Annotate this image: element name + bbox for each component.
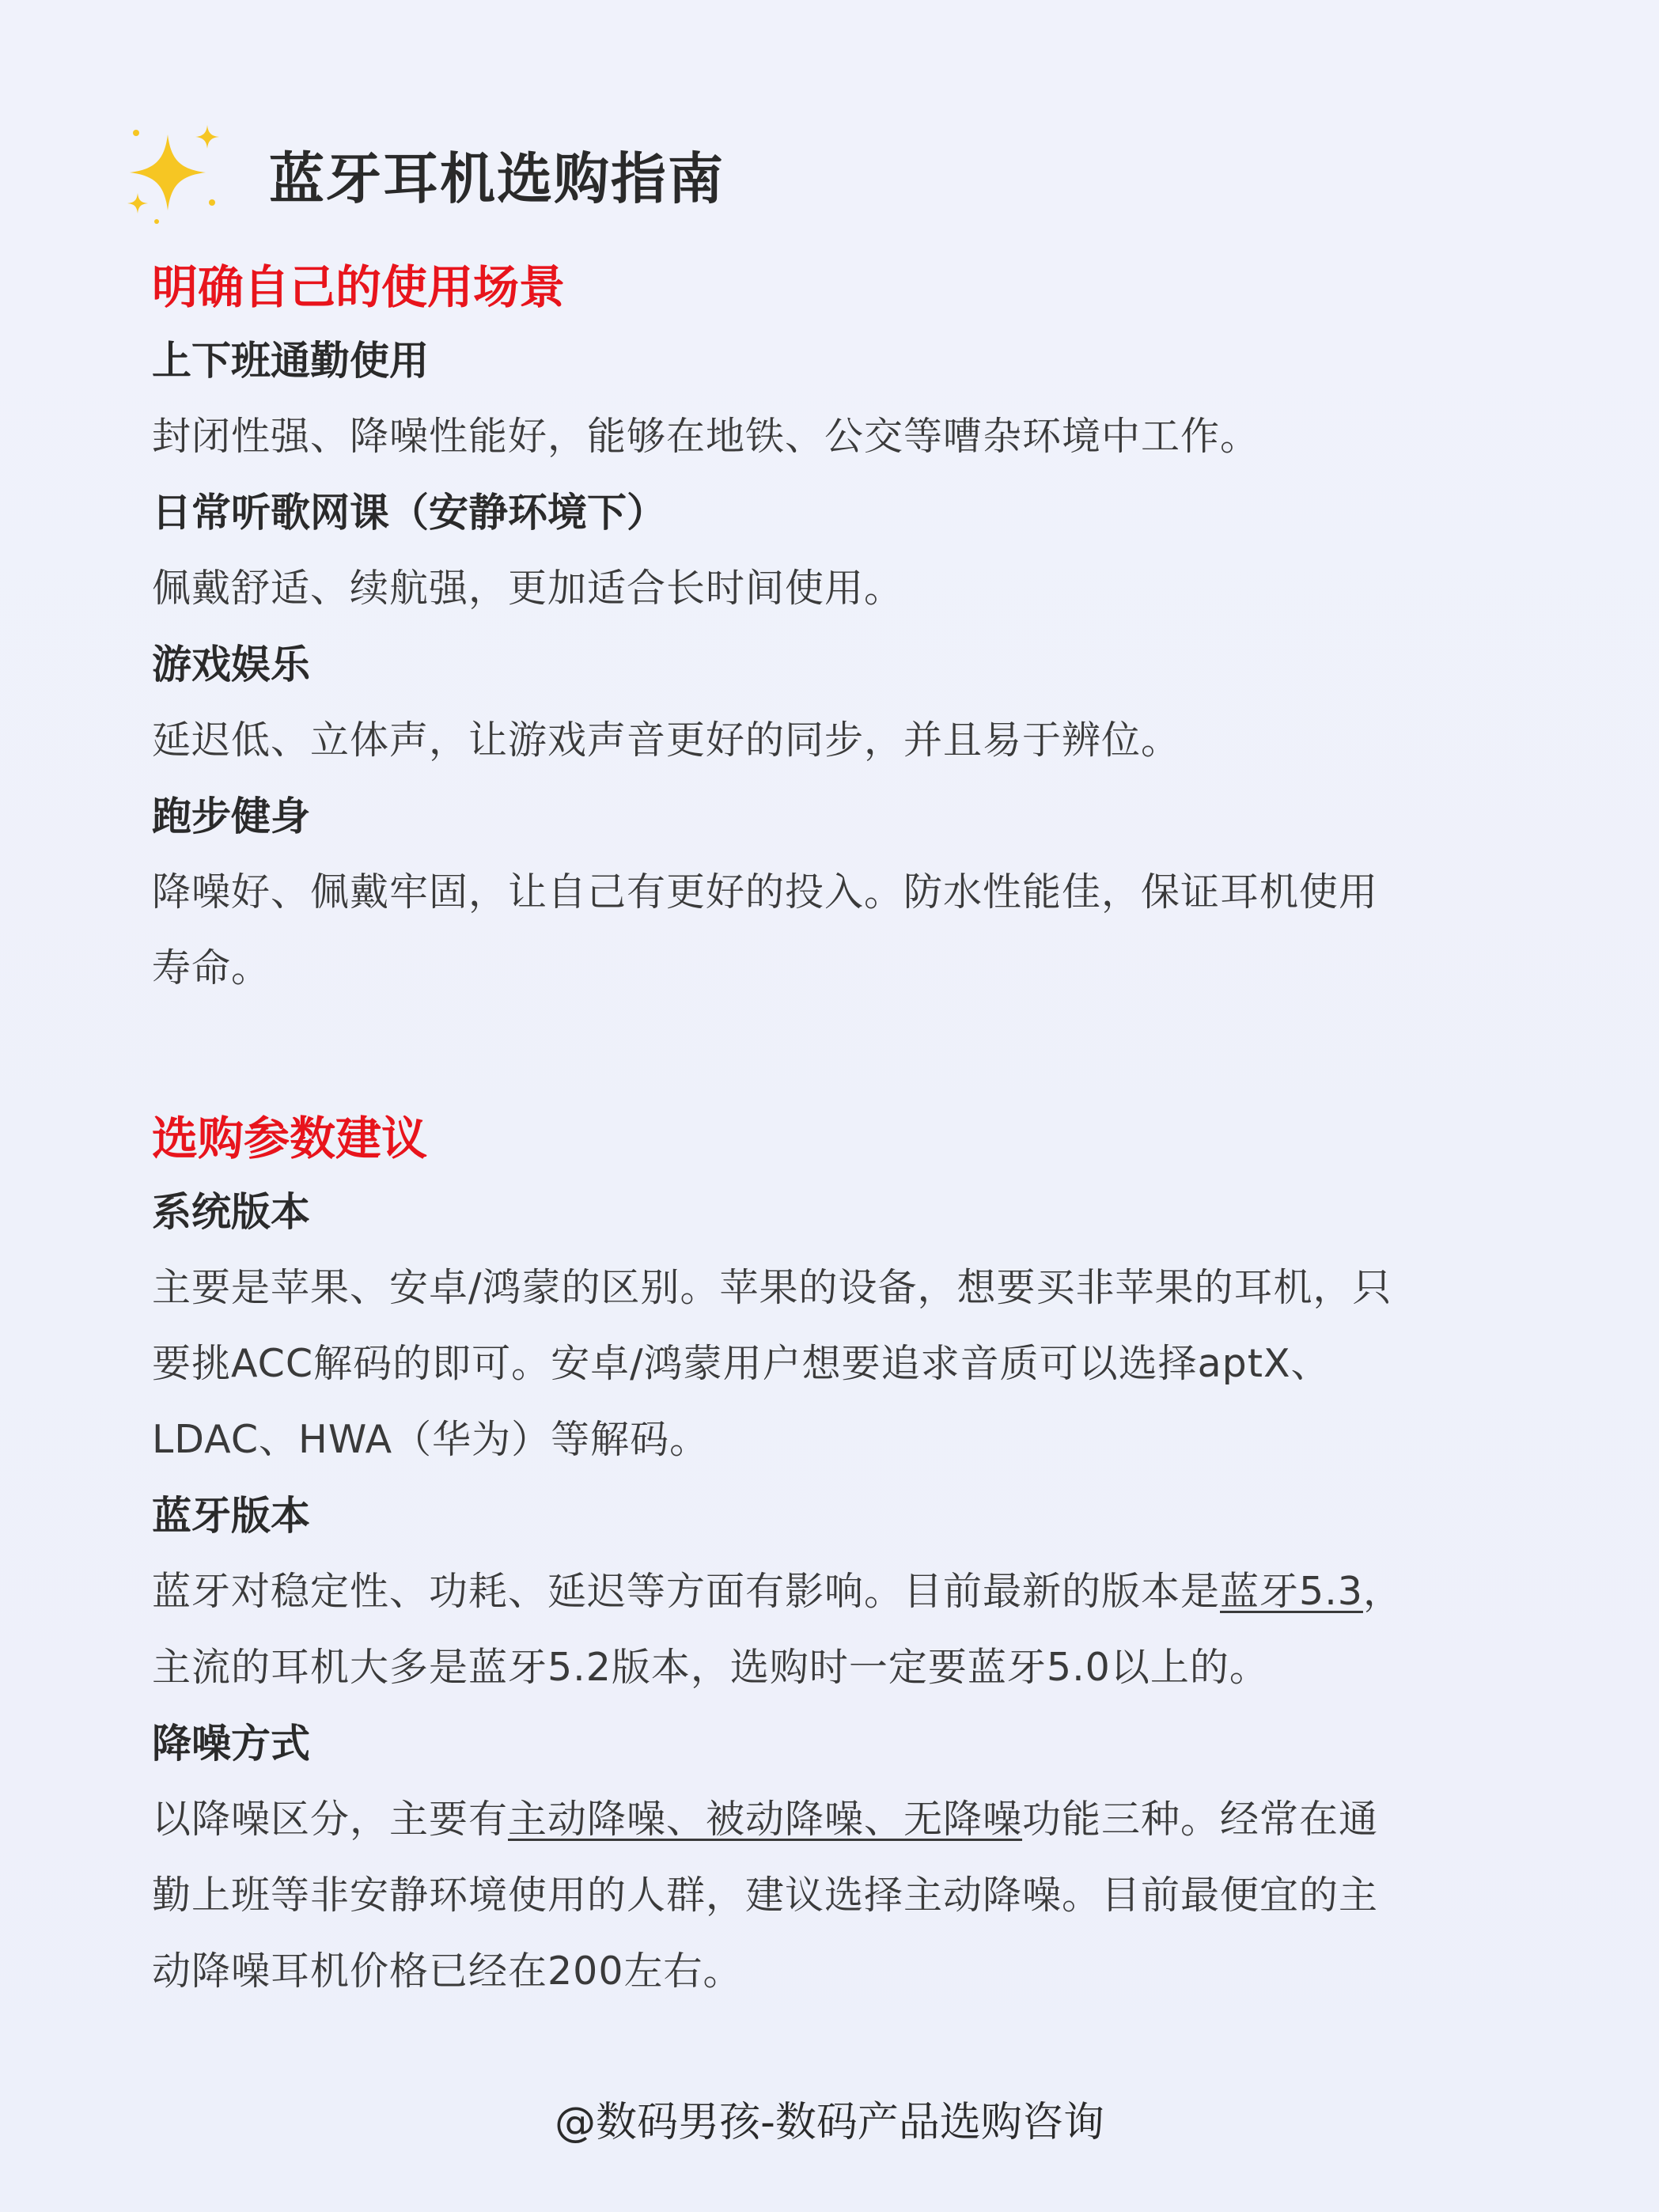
noise-types-link[interactable]: 主动降噪、被动降噪、无降噪 (508, 1797, 1023, 1842)
item-text-fitness-line2: 寿命。 (152, 945, 271, 990)
item-title-system: 系统版本 (152, 1189, 310, 1235)
item-title-fitness: 跑步健身 (152, 794, 310, 839)
item-title-noise: 降噪方式 (152, 1721, 310, 1767)
item-text-gaming: 延迟低、立体声，让游戏声音更好的同步，并且易于辨位。 (152, 718, 1181, 763)
item-text-noise-line3: 动降噪耳机价格已经在200左右。 (152, 1949, 743, 1994)
noise-text-post: 功能三种。经常在通 (1022, 1797, 1379, 1842)
item-text-fitness-line1: 降噪好、佩戴牢固，让自己有更好的投入。防水性能佳，保证耳机使用 (152, 869, 1379, 915)
item-text-music: 佩戴舒适、续航强，更加适合长时间使用。 (152, 566, 904, 611)
item-text-commute: 封闭性强、降噪性能好，能够在地铁、公交等嘈杂环境中工作。 (152, 414, 1260, 459)
bluetooth-version-link[interactable]: 蓝牙5.3 (1220, 1569, 1363, 1614)
item-text-noise-line1 (152, 1782, 1513, 1858)
item-title-commute: 上下班通勤使用 (152, 338, 429, 384)
section-gap (152, 1006, 1513, 1093)
noise-text-pre: 以降噪区分，主要有 (152, 1797, 509, 1842)
bluetooth-text-post: ， (1362, 1569, 1403, 1614)
item-text-noise-line2: 勤上班等非安静环境使用的人群，建议选择主动降噪。目前最便宜的主 (152, 1873, 1379, 1918)
item-text-system-line2: 要挑ACC解码的即可。安卓/鸿蒙用户想要追求音质可以选择aptX、 (152, 1341, 1331, 1386)
item-text-system-line3: LDAC、HWA（华为）等解码。 (152, 1417, 710, 1462)
item-text-bluetooth-line1 (152, 1554, 1513, 1630)
section-heading-params: 选购参数建议 (152, 1112, 428, 1165)
content (152, 252, 1513, 2009)
sparkles-icon (119, 119, 229, 229)
item-text-system-line1: 主要是苹果、安卓/鸿蒙的区别。苹果的设备，想要买非苹果的耳机，只 (152, 1265, 1392, 1310)
item-title-gaming: 游戏娱乐 (152, 642, 310, 687)
page-title: 蓝牙耳机选购指南 (269, 146, 725, 211)
bluetooth-text-pre: 蓝牙对稳定性、功耗、延迟等方面有影响。目前最新的版本是 (152, 1569, 1221, 1614)
item-text-bluetooth-line2: 主流的耳机大多是蓝牙5.2版本，选购时一定要蓝牙5.0以上的。 (152, 1645, 1269, 1690)
title-row (119, 119, 725, 229)
item-title-bluetooth: 蓝牙版本 (152, 1493, 310, 1539)
section-heading-scenarios: 明确自己的使用场景 (152, 260, 566, 314)
item-title-music: 日常听歌网课（安静环境下） (152, 490, 666, 536)
footer-credit: @数码男孩-数码产品选购咨询 (555, 2099, 1104, 2146)
